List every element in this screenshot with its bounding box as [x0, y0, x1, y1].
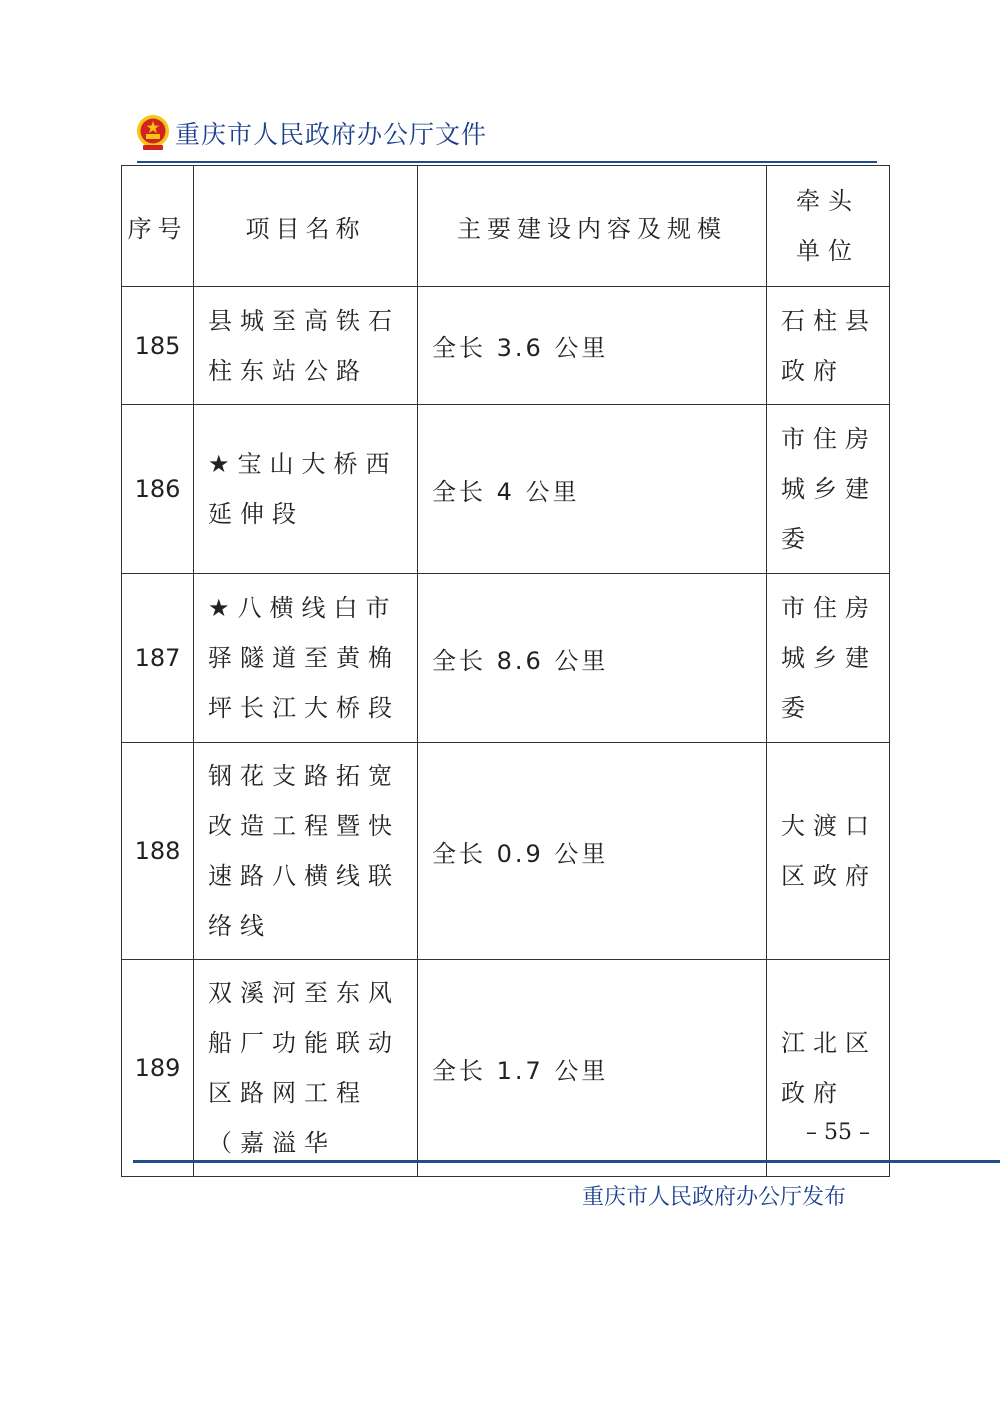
row-no: 188 — [122, 743, 194, 960]
table-row — [122, 287, 890, 405]
row-lead: 市住房城乡建委 — [767, 574, 890, 743]
table-row — [122, 743, 890, 960]
header-rule — [137, 161, 877, 163]
footer-publisher: 重庆市人民政府办公厅发布 — [582, 1185, 847, 1210]
table-header-row — [122, 166, 890, 287]
row-content: 全长 4 公里 — [418, 405, 767, 574]
row-no: 187 — [122, 574, 194, 743]
row-no: 185 — [122, 287, 194, 405]
table-row — [122, 405, 890, 574]
national-emblem-icon — [135, 113, 171, 153]
header-name: 项目名称 — [194, 166, 418, 287]
row-content: 全长 3.6 公里 — [418, 287, 767, 405]
project-table — [121, 165, 890, 1177]
document-header — [135, 110, 487, 156]
row-name: 钢花支路拓宽改造工程暨快速路八横线联络线 — [194, 743, 418, 960]
table-row — [122, 960, 890, 1177]
row-lead: 江北区政府 — [767, 960, 890, 1177]
row-content: 全长 8.6 公里 — [418, 574, 767, 743]
table-row — [122, 574, 890, 743]
row-content: 全长 1.7 公里 — [418, 960, 767, 1177]
page-number: – 55 – — [806, 1120, 870, 1145]
header-no: 序号 — [122, 166, 194, 287]
row-name: 县城至高铁石柱东站公路 — [194, 287, 418, 405]
row-name: ★宝山大桥西延伸段 — [194, 405, 418, 574]
row-name: ★八横线白市驿隧道至黄桷坪长江大桥段 — [194, 574, 418, 743]
row-name: 双溪河至东风船厂功能联动区路网工程（嘉溢华 — [194, 960, 418, 1177]
row-content: 全长 0.9 公里 — [418, 743, 767, 960]
row-lead: 石柱县政府 — [767, 287, 890, 405]
footer-rule — [133, 1160, 1000, 1163]
row-no: 189 — [122, 960, 194, 1177]
row-lead: 市住房城乡建委 — [767, 405, 890, 574]
row-lead: 大渡口区政府 — [767, 743, 890, 960]
header-lead: 牵头单位 — [767, 166, 890, 287]
row-no: 186 — [122, 405, 194, 574]
header-content: 主要建设内容及规模 — [418, 166, 767, 287]
header-title: 重庆市人民政府办公厅文件 — [175, 120, 488, 149]
